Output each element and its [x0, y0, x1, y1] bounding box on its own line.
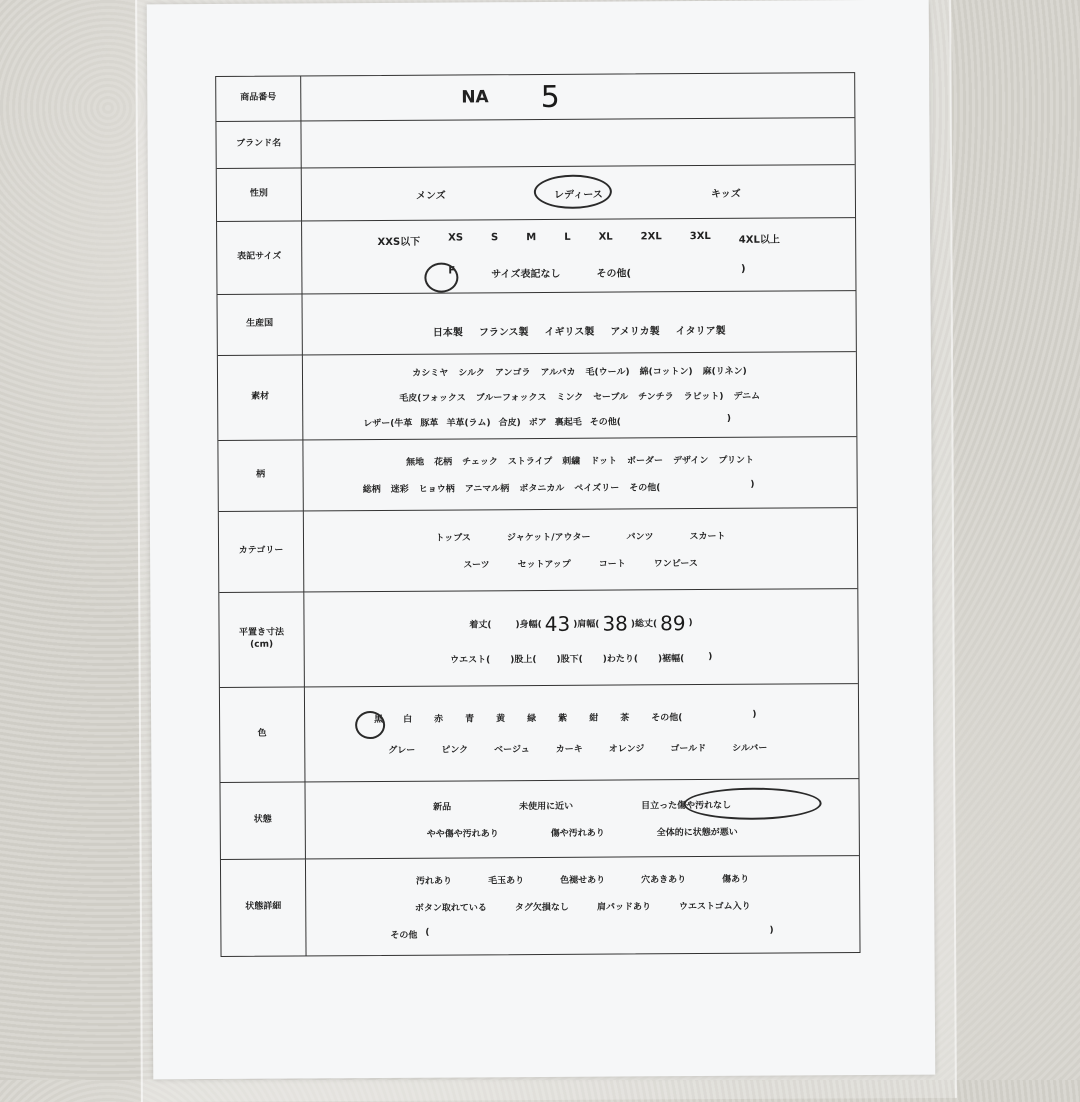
pattern-option: ヒョウ柄: [414, 481, 460, 494]
label-measurements: [219, 592, 305, 687]
category-option: トップス: [417, 530, 488, 543]
condition-option: 傷や汚れあり: [525, 825, 631, 839]
blank-space: [660, 480, 750, 494]
row-size: [217, 218, 855, 295]
color-option-other-close: ): [752, 710, 756, 723]
detail-option: タグ欠損なし: [501, 899, 583, 913]
product-number-prefix: NA: [461, 87, 489, 107]
color-option: 紫: [547, 711, 578, 724]
size-option: XXS以下: [363, 233, 434, 248]
pattern-option: 無地: [401, 455, 429, 468]
blank-space: [621, 413, 727, 427]
measure-close: ): [689, 618, 693, 628]
material-option: 豚革: [416, 415, 442, 428]
material-option: ラビット): [679, 388, 729, 401]
size-option: 2XL: [627, 231, 676, 246]
size-option: S: [477, 232, 512, 247]
material-option-other-close: ): [727, 413, 731, 426]
row-measurements: [219, 589, 858, 688]
row-product-number: [216, 73, 854, 122]
color-option-selected: 黒: [365, 712, 392, 725]
pattern-option-other: その他(: [624, 480, 660, 493]
measure-label-soutake: )総丈(: [631, 616, 657, 629]
size-option-selected: F: [430, 265, 473, 280]
label-category: カテゴリー: [219, 511, 304, 592]
size-option-other-close: ): [741, 264, 746, 279]
material-option: アンゴラ: [490, 365, 536, 378]
label-pattern: 柄: [218, 440, 303, 511]
color-option: グレー: [375, 743, 428, 756]
condition-option-selected: 目立った傷や汚れなし: [607, 798, 765, 812]
pattern-option: ボーダー: [622, 453, 668, 466]
condition-option: やや傷や汚れあり: [401, 826, 525, 840]
detail-option: ウエストゴム入り: [665, 898, 765, 912]
color-option-other: その他(: [640, 710, 682, 723]
color-option: 緑: [516, 711, 547, 724]
blank-space: [631, 264, 741, 280]
country-option: イギリス製: [536, 322, 602, 337]
color-option: 紺: [578, 711, 609, 724]
pattern-option: プリント: [713, 453, 759, 466]
country-option: イタリア製: [668, 321, 734, 336]
condition-selection-circle: [684, 787, 822, 820]
detail-option-other-open: (: [425, 927, 429, 940]
pattern-option: ドット: [585, 454, 622, 467]
label-measurements-unit: (cm): [250, 640, 273, 652]
measure-value-mihaba: 43: [545, 611, 571, 635]
size-option-other: その他(: [578, 264, 631, 279]
material-option: 合皮): [495, 415, 525, 428]
label-product-number: 商品番号: [216, 76, 301, 121]
condition-option: 未使用に近い: [485, 799, 607, 813]
detail-option: 傷あり: [704, 871, 767, 884]
material-option: 毛(ウール): [580, 364, 634, 377]
detail-option: 汚れあり: [398, 873, 470, 886]
cell-condition: [305, 779, 858, 858]
color-option: 黄: [485, 711, 516, 724]
material-option: 羊革(ラム): [442, 415, 494, 428]
pattern-option: デザイン: [668, 453, 713, 466]
color-option: ベージュ: [481, 742, 543, 755]
row-material: [218, 352, 857, 441]
size-option: L: [550, 232, 584, 247]
gender-option: キッズ: [702, 184, 750, 199]
label-brand: ブランド名: [216, 121, 301, 168]
pattern-option: 迷彩: [386, 482, 414, 495]
label-condition-detail: 状態詳細: [221, 859, 307, 956]
row-condition: [220, 779, 858, 860]
blank-space: [682, 710, 752, 723]
measure-label-susohaba: )裾幅(: [658, 651, 684, 664]
cell-category: [304, 508, 857, 591]
row-condition-detail: [221, 856, 860, 956]
pattern-option: ストライプ: [503, 454, 558, 467]
size-option: XS: [434, 232, 477, 247]
country-option: アメリカ製: [602, 322, 667, 337]
measure-label-watari: )わたり(: [603, 651, 638, 664]
color-option: 茶: [609, 710, 640, 723]
detail-option-other-close: ): [770, 925, 774, 938]
size-option: XL: [585, 231, 627, 246]
country-option: フランス製: [471, 323, 537, 338]
measure-label-matagami: )股上(: [510, 652, 536, 665]
detail-option: 毛玉あり: [470, 873, 542, 886]
category-option: ワンピース: [640, 556, 712, 569]
pattern-option: チェック: [457, 454, 503, 467]
cell-measurements: [304, 589, 858, 686]
cell-condition-detail: [306, 856, 860, 955]
size-option: サイズ表記なし: [473, 265, 578, 281]
material-option-other: その他(: [586, 414, 621, 427]
measure-value-katahaba: 38: [602, 611, 628, 635]
paper-sheet: [147, 0, 936, 1079]
cell-product-number: [301, 73, 854, 120]
pattern-option: アニマル柄: [460, 481, 515, 494]
category-option: スーツ: [449, 557, 503, 570]
color-option: ピンク: [428, 742, 481, 755]
material-option: 裏起毛: [551, 414, 586, 427]
cell-size: [302, 218, 855, 293]
pattern-option: ペイズリー: [569, 480, 624, 493]
label-size: 表記サイズ: [217, 221, 302, 294]
label-measurements-main: 平置き寸法: [239, 628, 284, 640]
material-option: カシミヤ: [407, 365, 453, 378]
color-option: 青: [454, 711, 485, 724]
product-form: [215, 72, 860, 957]
cell-country: [302, 291, 855, 354]
size-option: M: [512, 232, 550, 247]
row-country: [218, 291, 856, 356]
country-option: 日本製: [425, 323, 471, 338]
size-option: 3XL: [676, 231, 725, 246]
material-option: 毛皮(フォックス: [394, 390, 471, 403]
measure-label-katahaba: )肩幅(: [573, 617, 599, 630]
condition-option: 全体的に状態が悪い: [631, 825, 764, 839]
color-selection-circle: [355, 711, 385, 739]
measure-label-kitake: 着丈(: [469, 617, 491, 630]
material-option: チンチラ: [633, 389, 679, 402]
cell-material: [303, 352, 857, 439]
material-option: レザー(牛革: [359, 415, 416, 428]
category-option: パンツ: [608, 529, 671, 542]
pattern-option: ボタニカル: [514, 481, 569, 494]
material-option: 麻(リネン): [698, 363, 752, 376]
pattern-option: 刺繍: [557, 454, 585, 467]
material-option: デニム: [728, 388, 765, 401]
material-option: ボア: [525, 414, 551, 427]
measure-close: ): [708, 652, 712, 662]
cell-color: [305, 684, 859, 781]
row-brand: [216, 118, 854, 169]
gender-option-selected: レディース: [545, 185, 612, 200]
blank-space: [430, 925, 770, 940]
cell-pattern: [303, 437, 856, 510]
row-color: [220, 684, 859, 783]
label-gender: 性別: [217, 168, 302, 221]
detail-option: ボタン取れている: [401, 900, 501, 914]
size-option: 4XL以上: [725, 230, 794, 245]
row-category: [219, 508, 857, 593]
label-country: 生産国: [218, 294, 303, 355]
cell-brand: [301, 118, 854, 167]
row-pattern: [218, 437, 856, 512]
color-option: 白: [392, 712, 423, 725]
pattern-option-other-close: ): [750, 480, 754, 493]
detail-option: 肩パッドあり: [583, 899, 665, 913]
color-option: ゴールド: [657, 741, 719, 754]
measure-value-soutake: 89: [660, 611, 686, 635]
size-selection-circle: [424, 262, 458, 292]
color-option: オレンジ: [596, 741, 658, 754]
label-condition: 状態: [220, 782, 305, 859]
measure-label-matashita: )股下(: [556, 651, 582, 664]
category-option: ジャケット/アウター: [489, 530, 609, 544]
category-option: コート: [585, 556, 640, 569]
material-option: 綿(コットン): [635, 364, 698, 377]
gender-option: メンズ: [407, 186, 455, 201]
row-gender: [217, 165, 855, 222]
color-option: カーキ: [543, 742, 596, 755]
color-option: 赤: [423, 712, 454, 725]
material-option: ブルーフォックス: [471, 389, 552, 402]
category-option: セットアップ: [504, 557, 585, 570]
pattern-option: 花柄: [429, 455, 457, 468]
gender-selection-circle: [534, 175, 612, 209]
pattern-option: 総柄: [358, 482, 386, 495]
cell-gender: [302, 165, 855, 220]
category-option: スカート: [671, 529, 743, 542]
detail-option-other: その他: [390, 927, 417, 940]
material-option: シルク: [453, 365, 490, 378]
detail-option: 色褪せあり: [542, 872, 623, 885]
measure-label-waist: ウエスト(: [450, 652, 490, 665]
material-option: ミンク: [551, 389, 588, 402]
material-option: セーブル: [588, 389, 633, 402]
measure-label-mihaba: )身幅(: [515, 617, 541, 630]
label-color: 色: [220, 687, 306, 782]
color-option: シルバー: [719, 741, 780, 754]
label-material: 素材: [218, 355, 304, 440]
product-number-value: 5: [541, 79, 560, 114]
detail-option: 穴あきあり: [623, 872, 704, 885]
condition-option: 新品: [399, 799, 485, 813]
material-option: アルパカ: [535, 364, 580, 377]
